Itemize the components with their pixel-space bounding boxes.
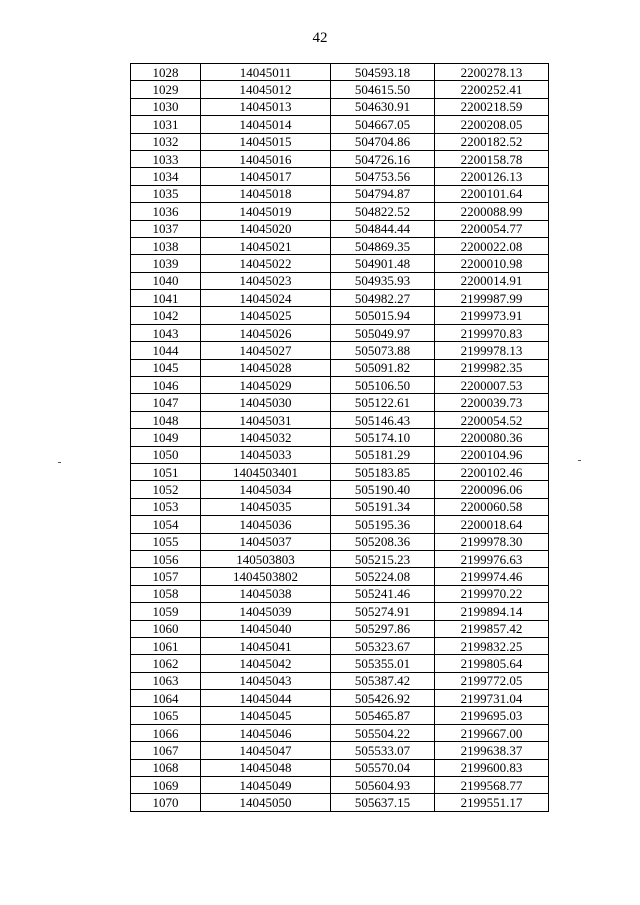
point-id-cell: 14045020 [201,220,331,237]
table-row [131,463,549,480]
table-row [131,794,549,811]
table-row [131,81,549,98]
coordinates-table [130,63,549,812]
point-id-cell: 14045050 [201,794,331,811]
point-id-cell: 14045012 [201,81,331,98]
margin-mark-left [58,462,61,463]
point-index-cell: 1047 [131,394,201,411]
point-id-cell: 14045049 [201,777,331,794]
x-coordinate-cell: 505191.34 [331,498,435,515]
x-coordinate-cell: 504901.48 [331,255,435,272]
point-index-cell: 1043 [131,324,201,341]
x-coordinate-cell: 504704.86 [331,133,435,150]
point-id-cell: 14045017 [201,168,331,185]
y-coordinate-cell: 2200126.13 [435,168,549,185]
x-coordinate-cell: 505604.93 [331,777,435,794]
point-id-cell: 14045034 [201,481,331,498]
x-coordinate-cell: 504753.56 [331,168,435,185]
table-row [131,429,549,446]
point-index-cell: 1067 [131,742,201,759]
table-row [131,603,549,620]
point-index-cell: 1029 [131,81,201,98]
point-id-cell: 14045018 [201,185,331,202]
y-coordinate-cell: 2200039.73 [435,394,549,411]
y-coordinate-cell: 2199970.83 [435,324,549,341]
table-row [131,185,549,202]
point-id-cell: 14045033 [201,446,331,463]
point-index-cell: 1049 [131,429,201,446]
point-index-cell: 1030 [131,98,201,115]
y-coordinate-cell: 2199978.30 [435,533,549,550]
x-coordinate-cell: 504726.16 [331,150,435,167]
x-coordinate-cell: 504822.52 [331,203,435,220]
point-index-cell: 1028 [131,64,201,81]
table-row [131,272,549,289]
point-id-cell: 14045021 [201,237,331,254]
point-index-cell: 1039 [131,255,201,272]
x-coordinate-cell: 505274.91 [331,603,435,620]
point-id-cell: 14045029 [201,377,331,394]
y-coordinate-cell: 2200096.06 [435,481,549,498]
y-coordinate-cell: 2199978.13 [435,342,549,359]
table-row [131,150,549,167]
point-id-cell: 14045047 [201,742,331,759]
table-row [131,411,549,428]
table-row [131,290,549,307]
point-index-cell: 1050 [131,446,201,463]
table-row [131,98,549,115]
x-coordinate-cell: 504869.35 [331,237,435,254]
point-index-cell: 1044 [131,342,201,359]
point-index-cell: 1051 [131,463,201,480]
point-id-cell: 14045011 [201,64,331,81]
point-id-cell: 14045044 [201,690,331,707]
y-coordinate-cell: 2200208.05 [435,116,549,133]
point-index-cell: 1037 [131,220,201,237]
table-row [131,168,549,185]
table-row [131,394,549,411]
x-coordinate-cell: 504844.44 [331,220,435,237]
y-coordinate-cell: 2200088.99 [435,203,549,220]
y-coordinate-cell: 2200158.78 [435,150,549,167]
point-index-cell: 1063 [131,672,201,689]
table-row [131,324,549,341]
table-row [131,533,549,550]
x-coordinate-cell: 505426.92 [331,690,435,707]
y-coordinate-cell: 2200218.59 [435,98,549,115]
y-coordinate-cell: 2199976.63 [435,550,549,567]
x-coordinate-cell: 505297.86 [331,620,435,637]
point-id-cell: 14045032 [201,429,331,446]
point-index-cell: 1040 [131,272,201,289]
x-coordinate-cell: 505183.85 [331,463,435,480]
y-coordinate-cell: 2200014.91 [435,272,549,289]
point-id-cell: 14045027 [201,342,331,359]
y-coordinate-cell: 2200252.41 [435,81,549,98]
table-row [131,220,549,237]
point-index-cell: 1065 [131,707,201,724]
point-id-cell: 14045048 [201,759,331,776]
x-coordinate-cell: 504630.91 [331,98,435,115]
x-coordinate-cell: 505091.82 [331,359,435,376]
x-coordinate-cell: 505637.15 [331,794,435,811]
point-id-cell: 14045019 [201,203,331,220]
point-id-cell: 14045026 [201,324,331,341]
x-coordinate-cell: 505106.50 [331,377,435,394]
table-row [131,481,549,498]
x-coordinate-cell: 504667.05 [331,116,435,133]
table-body [131,64,549,812]
point-id-cell: 14045045 [201,707,331,724]
point-index-cell: 1062 [131,655,201,672]
point-id-cell: 14045043 [201,672,331,689]
point-index-cell: 1053 [131,498,201,515]
point-id-cell: 14045039 [201,603,331,620]
page-number: 42 [312,30,328,46]
table-row [131,342,549,359]
table-row [131,637,549,654]
point-index-cell: 1052 [131,481,201,498]
point-id-cell: 14045016 [201,150,331,167]
point-index-cell: 1058 [131,585,201,602]
point-id-cell: 14045046 [201,724,331,741]
point-index-cell: 1048 [131,411,201,428]
y-coordinate-cell: 2199600.83 [435,759,549,776]
point-id-cell: 14045024 [201,290,331,307]
table-row [131,237,549,254]
y-coordinate-cell: 2199568.77 [435,777,549,794]
point-index-cell: 1042 [131,307,201,324]
point-index-cell: 1064 [131,690,201,707]
table-row [131,516,549,533]
point-id-cell: 14045023 [201,272,331,289]
y-coordinate-cell: 2199772.05 [435,672,549,689]
x-coordinate-cell: 505533.07 [331,742,435,759]
point-id-cell: 14045037 [201,533,331,550]
point-index-cell: 1061 [131,637,201,654]
point-id-cell: 14045040 [201,620,331,637]
x-coordinate-cell: 505073.88 [331,342,435,359]
table-row [131,690,549,707]
x-coordinate-cell: 504794.87 [331,185,435,202]
table-row [131,742,549,759]
point-index-cell: 1045 [131,359,201,376]
table-row [131,707,549,724]
y-coordinate-cell: 2199970.22 [435,585,549,602]
point-id-cell: 14045025 [201,307,331,324]
point-index-cell: 1032 [131,133,201,150]
y-coordinate-cell: 2199832.25 [435,637,549,654]
point-index-cell: 1034 [131,168,201,185]
point-id-cell: 14045022 [201,255,331,272]
table-row [131,620,549,637]
point-id-cell: 14045036 [201,516,331,533]
point-id-cell: 14045030 [201,394,331,411]
x-coordinate-cell: 505015.94 [331,307,435,324]
point-index-cell: 1033 [131,150,201,167]
y-coordinate-cell: 2200101.64 [435,185,549,202]
table-row [131,498,549,515]
x-coordinate-cell: 505387.42 [331,672,435,689]
x-coordinate-cell: 505181.29 [331,446,435,463]
y-coordinate-cell: 2200022.08 [435,237,549,254]
table-row [131,550,549,567]
x-coordinate-cell: 505323.67 [331,637,435,654]
y-coordinate-cell: 2200278.13 [435,64,549,81]
y-coordinate-cell: 2200104.96 [435,446,549,463]
point-index-cell: 1060 [131,620,201,637]
y-coordinate-cell: 2199695.03 [435,707,549,724]
x-coordinate-cell: 505241.46 [331,585,435,602]
x-coordinate-cell: 505570.04 [331,759,435,776]
table-row [131,759,549,776]
point-id-cell: 14045015 [201,133,331,150]
y-coordinate-cell: 2199982.35 [435,359,549,376]
table-row [131,672,549,689]
y-coordinate-cell: 2200054.77 [435,220,549,237]
y-coordinate-cell: 2199857.42 [435,620,549,637]
point-index-cell: 1038 [131,237,201,254]
y-coordinate-cell: 2199667.00 [435,724,549,741]
y-coordinate-cell: 2200060.58 [435,498,549,515]
x-coordinate-cell: 505355.01 [331,655,435,672]
x-coordinate-cell: 505224.08 [331,568,435,585]
point-id-cell: 1404503401 [201,463,331,480]
y-coordinate-cell: 2200102.46 [435,463,549,480]
x-coordinate-cell: 504593.18 [331,64,435,81]
y-coordinate-cell: 2199551.17 [435,794,549,811]
point-id-cell: 14045014 [201,116,331,133]
y-coordinate-cell: 2200080.36 [435,429,549,446]
y-coordinate-cell: 2200182.52 [435,133,549,150]
y-coordinate-cell: 2200018.64 [435,516,549,533]
x-coordinate-cell: 505208.36 [331,533,435,550]
point-index-cell: 1059 [131,603,201,620]
table-row [131,446,549,463]
point-index-cell: 1035 [131,185,201,202]
y-coordinate-cell: 2200007.53 [435,377,549,394]
point-id-cell: 14045035 [201,498,331,515]
table-row [131,777,549,794]
point-index-cell: 1054 [131,516,201,533]
x-coordinate-cell: 505174.10 [331,429,435,446]
table-row [131,568,549,585]
point-id-cell: 14045042 [201,655,331,672]
x-coordinate-cell: 505190.40 [331,481,435,498]
y-coordinate-cell: 2199974.46 [435,568,549,585]
point-index-cell: 1056 [131,550,201,567]
y-coordinate-cell: 2200010.98 [435,255,549,272]
table-row [131,203,549,220]
table-row [131,116,549,133]
y-coordinate-cell: 2199987.99 [435,290,549,307]
y-coordinate-cell: 2199894.14 [435,603,549,620]
table-row [131,359,549,376]
point-index-cell: 1069 [131,777,201,794]
x-coordinate-cell: 505195.36 [331,516,435,533]
table-row [131,724,549,741]
point-index-cell: 1055 [131,533,201,550]
y-coordinate-cell: 2200054.52 [435,411,549,428]
x-coordinate-cell: 504982.27 [331,290,435,307]
point-index-cell: 1031 [131,116,201,133]
point-id-cell: 14045013 [201,98,331,115]
x-coordinate-cell: 505465.87 [331,707,435,724]
table-row [131,255,549,272]
y-coordinate-cell: 2199805.64 [435,655,549,672]
table-row [131,307,549,324]
y-coordinate-cell: 2199973.91 [435,307,549,324]
point-index-cell: 1068 [131,759,201,776]
point-id-cell: 14045031 [201,411,331,428]
y-coordinate-cell: 2199638.37 [435,742,549,759]
y-coordinate-cell: 2199731.04 [435,690,549,707]
point-index-cell: 1057 [131,568,201,585]
x-coordinate-cell: 505122.61 [331,394,435,411]
point-index-cell: 1036 [131,203,201,220]
point-id-cell: 1404503802 [201,568,331,585]
table-row [131,377,549,394]
x-coordinate-cell: 505504.22 [331,724,435,741]
x-coordinate-cell: 504615.50 [331,81,435,98]
point-id-cell: 14045038 [201,585,331,602]
point-id-cell: 14045028 [201,359,331,376]
x-coordinate-cell: 504935.93 [331,272,435,289]
margin-mark-right [578,460,581,461]
point-id-cell: 14045041 [201,637,331,654]
point-index-cell: 1046 [131,377,201,394]
point-id-cell: 140503803 [201,550,331,567]
table-row [131,64,549,81]
point-index-cell: 1066 [131,724,201,741]
table-row [131,655,549,672]
point-index-cell: 1070 [131,794,201,811]
table-row [131,133,549,150]
x-coordinate-cell: 505215.23 [331,550,435,567]
x-coordinate-cell: 505146.43 [331,411,435,428]
point-index-cell: 1041 [131,290,201,307]
x-coordinate-cell: 505049.97 [331,324,435,341]
table-row [131,585,549,602]
